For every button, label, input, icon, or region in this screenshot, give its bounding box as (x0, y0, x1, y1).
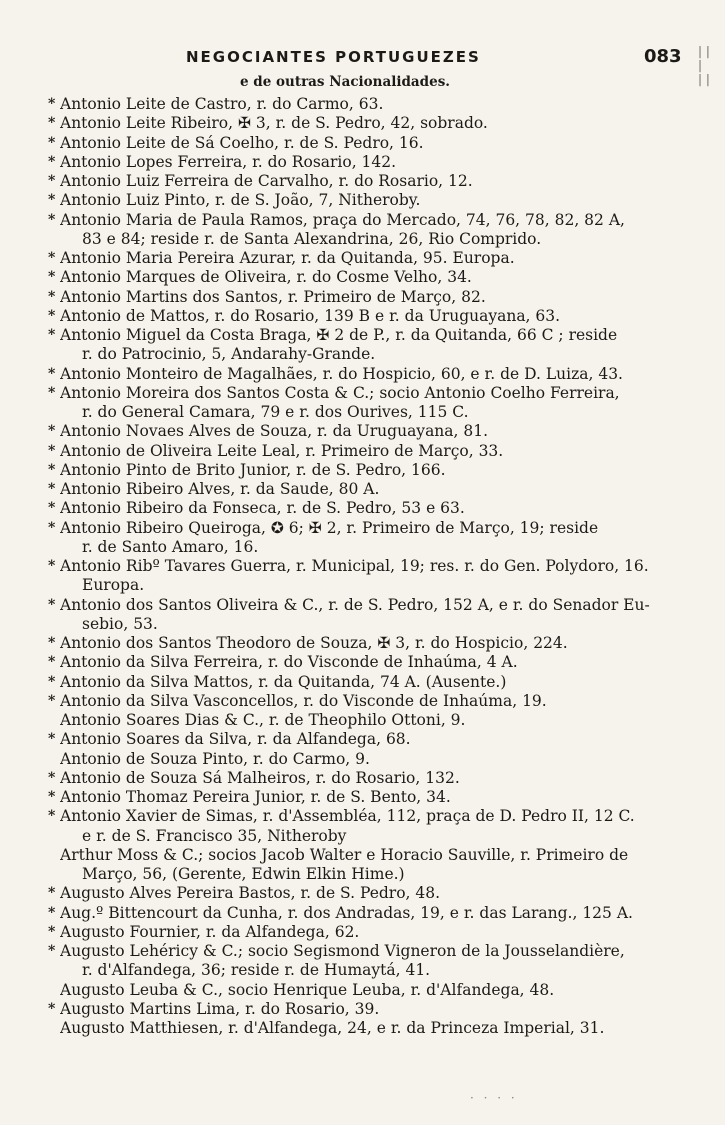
entry-text: Augusto Leuba & C., socio Henrique Leuba, r. d'Alfandega, 48. (60, 980, 555, 999)
asterisk-mark: * (48, 461, 56, 478)
asterisk-mark: * (48, 789, 56, 805)
asterisk-mark: * (48, 173, 56, 189)
asterisk-mark: * (48, 943, 56, 959)
directory-entry (48, 461, 684, 480)
entry-text: Antonio Ribeiro Alves, r. da Saude, 80 A. (60, 480, 380, 498)
directory-entry (48, 249, 684, 268)
entry-text: Augusto Alves Pereira Bastos, r. de S. Pedro, 48. (60, 884, 441, 903)
directory-entry (48, 95, 684, 114)
directory-entry (48, 422, 684, 441)
asterisk-mark: * (48, 558, 56, 574)
entry-continuation: Março, 56, (Gerente, Edwin Elkin Hime.) (82, 865, 405, 883)
asterisk-mark: * (48, 769, 56, 786)
entry-text: Antonio Leite Ribeiro, ✠ 3, r. de S. Pedro, 42, sobrado. (60, 114, 488, 133)
directory-entry (48, 981, 684, 1000)
directory-entry (48, 1019, 684, 1038)
entry-continuation: r. d'Alfandega, 36; reside r. de Humaytá, 41. (82, 961, 431, 980)
directory-entry (48, 692, 684, 711)
asterisk-mark: * (48, 885, 56, 902)
entry-continuation: 83 e 84; reside r. de Santa Alexandrina, 26, Rio Comprido. (82, 229, 542, 248)
directory-entry (48, 634, 684, 653)
entry-text: Antonio Martins dos Santos, r. Primeiro de Março, 82. (60, 287, 486, 306)
directory-entry (48, 384, 684, 423)
directory-entry (48, 134, 684, 153)
directory-entry (48, 846, 684, 885)
asterisk-mark: * (48, 250, 56, 266)
entry-text: Antonio Soares Dias & C., r. de Theophilo Ottoni, 9. (60, 711, 466, 729)
asterisk-mark: * (48, 904, 56, 921)
entry-text: Antonio Ribeiro Queiroga, ✪ 6; ✠ 2, r. Primeiro de Março, 19; reside (60, 518, 599, 537)
asterisk-mark: * (48, 211, 56, 228)
asterisk-mark: * (48, 1000, 56, 1017)
entry-text: Antonio Soares da Silva, r. da Alfandega, 68. (60, 730, 411, 749)
directory-entry (48, 1000, 684, 1019)
entry-text: Antonio Miguel da Costa Braga, ✠ 2 de P., r. da Quitanda, 66 C ; reside (60, 326, 618, 344)
directory-entry (48, 288, 684, 307)
directory-entry (48, 480, 684, 499)
asterisk-mark: * (48, 115, 56, 132)
entry-text: Antonio da Silva Mattos, r. da Quitanda, 74 A. (Ausente.) (60, 672, 507, 691)
directory-entry (48, 884, 684, 903)
entry-continuation: e r. de S. Francisco 35, Nitheroby (82, 826, 347, 845)
entry-text: Augusto Martins Lima, r. do Rosario, 39. (60, 999, 380, 1018)
directory-entry (48, 750, 684, 769)
asterisk-mark: * (48, 731, 56, 748)
directory-entry (48, 442, 684, 461)
entry-text: Antonio de Mattos, r. do Rosario, 139 B e r. da Uruguayana, 63. (60, 306, 561, 325)
entry-text: Antonio Pinto de Brito Junior, r. de S. Pedro, 166. (60, 460, 446, 479)
directory-entry (48, 191, 684, 210)
directory-entry (48, 268, 684, 287)
entry-continuation: r. do General Camara, 79 e r. dos Ourives, 115 C. (82, 403, 469, 421)
entry-text: Antonio da Silva Ferreira, r. do Visconde de Inhaúma, 4 A. (60, 653, 518, 672)
entry-text: Antonio de Souza Pinto, r. do Carmo, 9. (60, 749, 370, 768)
entry-text: Antonio Maria Pereira Azurar, r. da Quitanda, 95. Europa. (60, 249, 515, 267)
directory-entry (48, 557, 684, 596)
bottom-dots: · · · · (470, 1091, 518, 1105)
entry-text: Antonio dos Santos Oliveira & C., r. de S. Pedro, 152 A, e r. do Senador Eu- (60, 595, 650, 614)
asterisk-mark: * (48, 134, 56, 151)
directory-entry (48, 519, 684, 558)
asterisk-mark: * (48, 269, 56, 286)
entry-text: Antonio Lopes Ferreira, r. do Rosario, 142. (60, 152, 397, 171)
directory-entry (48, 788, 684, 807)
entry-text: Antonio Luiz Pinto, r. de S. João, 7, Nitheroby. (60, 191, 421, 210)
asterisk-mark: * (48, 596, 56, 613)
directory-entry (48, 942, 684, 981)
asterisk-mark: * (48, 654, 56, 671)
page-header (0, 48, 725, 70)
entry-text: Antonio Luiz Ferreira de Carvalho, r. do Rosario, 12. (60, 172, 473, 190)
entry-text: Antonio Monteiro de Magalhães, r. do Hospicio, 60, e r. de D. Luiza, 43. (60, 364, 623, 383)
directory-entry (48, 153, 684, 172)
asterisk-mark: * (48, 808, 56, 825)
directory-entry (48, 730, 684, 749)
asterisk-mark: * (48, 923, 56, 940)
directory-entry (48, 499, 684, 518)
page-subtitle: e de outras Nacionalidades. (240, 74, 451, 90)
asterisk-mark: * (48, 423, 56, 440)
asterisk-mark: * (48, 481, 56, 497)
entry-text: Antonio Moreira dos Santos Costa & C.; socio Antonio Coelho Ferreira, (60, 383, 620, 402)
asterisk-mark: * (48, 500, 56, 517)
entry-text: Antonio de Souza Sá Malheiros, r. do Rosario, 132. (60, 768, 460, 787)
entry-text: Antonio Ribeiro da Fonseca, r. de S. Pedro, 53 e 63. (60, 499, 465, 518)
entry-text: Antonio Leite de Sá Coelho, r. de S. Pedro, 16. (60, 133, 424, 152)
asterisk-mark: * (48, 519, 56, 536)
entry-continuation: r. de Santo Amaro, 16. (82, 537, 259, 556)
entry-text: Antonio Xavier de Simas, r. d'Assembléa, 112, praça de D. Pedro II, 12 C. (60, 807, 635, 826)
entry-text: Antonio de Oliveira Leite Leal, r. Primeiro de Março, 33. (60, 441, 504, 460)
asterisk-mark: * (48, 327, 56, 343)
page-title: NEGOCIANTES PORTUGUEZES (186, 48, 481, 66)
entry-text: Antonio Maria de Paula Ramos, praça do Mercado, 74, 76, 78, 82, 82 A, (60, 210, 625, 229)
entry-text: Antonio da Silva Vasconcellos, r. do Visconde de Inhaúma, 19. (60, 691, 547, 710)
entry-text: Antonio Leite de Castro, r. do Carmo, 63. (60, 95, 384, 113)
directory-entry (48, 769, 684, 788)
asterisk-mark: * (48, 192, 56, 209)
directory-entry (48, 904, 684, 923)
directory-entry (48, 114, 684, 133)
asterisk-mark: * (48, 384, 56, 401)
entry-text: Antonio Thomaz Pereira Junior, r. de S. Bento, 34. (60, 788, 451, 806)
directory-entry (48, 172, 684, 191)
asterisk-mark: * (48, 365, 56, 382)
directory-entry (48, 307, 684, 326)
directory-entry (48, 673, 684, 692)
page-number: 083 (644, 46, 682, 67)
entry-text: Augusto Matthiesen, r. d'Alfandega, 24, e r. da Princeza Imperial, 31. (60, 1019, 605, 1037)
directory-entry (48, 807, 684, 846)
entry-text: Antonio dos Santos Theodoro de Souza, ✠ 3, r. do Hospicio, 224. (60, 634, 568, 652)
entry-text: Arthur Moss & C.; socios Jacob Walter e Horacio Sauville, r. Primeiro de (60, 845, 629, 864)
directory-entry (48, 365, 684, 384)
asterisk-mark: * (48, 96, 56, 112)
asterisk-mark: * (48, 692, 56, 709)
directory-entry (48, 326, 684, 365)
directory-entry (48, 923, 684, 942)
asterisk-mark: * (48, 673, 56, 690)
entry-continuation: Europa. (82, 576, 145, 595)
entry-text: Aug.º Bittencourt da Cunha, r. dos Andradas, 19, e r. das Larang., 125 A. (60, 903, 633, 922)
asterisk-mark: * (48, 288, 56, 305)
entry-continuation: r. do Patrocinio, 5, Andarahy-Grande. (82, 345, 376, 364)
entry-text: Antonio Novaes Alves de Souza, r. da Uruguayana, 81. (60, 422, 489, 441)
directory-entry (48, 653, 684, 672)
asterisk-mark: * (48, 307, 56, 324)
directory-entry (48, 711, 684, 730)
entry-list (48, 95, 684, 1038)
entry-text: Augusto Fournier, r. da Alfandega, 62. (60, 922, 360, 941)
directory-entry (48, 596, 684, 635)
asterisk-mark: * (48, 635, 56, 651)
entry-text: Antonio Marques de Oliveira, r. do Cosme Velho, 34. (60, 268, 472, 287)
asterisk-mark: * (48, 442, 56, 459)
asterisk-mark: * (48, 153, 56, 170)
entry-continuation: sebio, 53. (82, 614, 158, 633)
entry-text: Antonio Ribº Tavares Guerra, r. Municipal, 19; res. r. do Gen. Polydoro, 16. (60, 557, 649, 575)
entry-text: Augusto Lehéricy & C.; socio Segismond Vigneron de la Jousselandière, (60, 942, 625, 960)
directory-entry (48, 211, 684, 250)
margin-marks: | | | | | (698, 44, 710, 86)
